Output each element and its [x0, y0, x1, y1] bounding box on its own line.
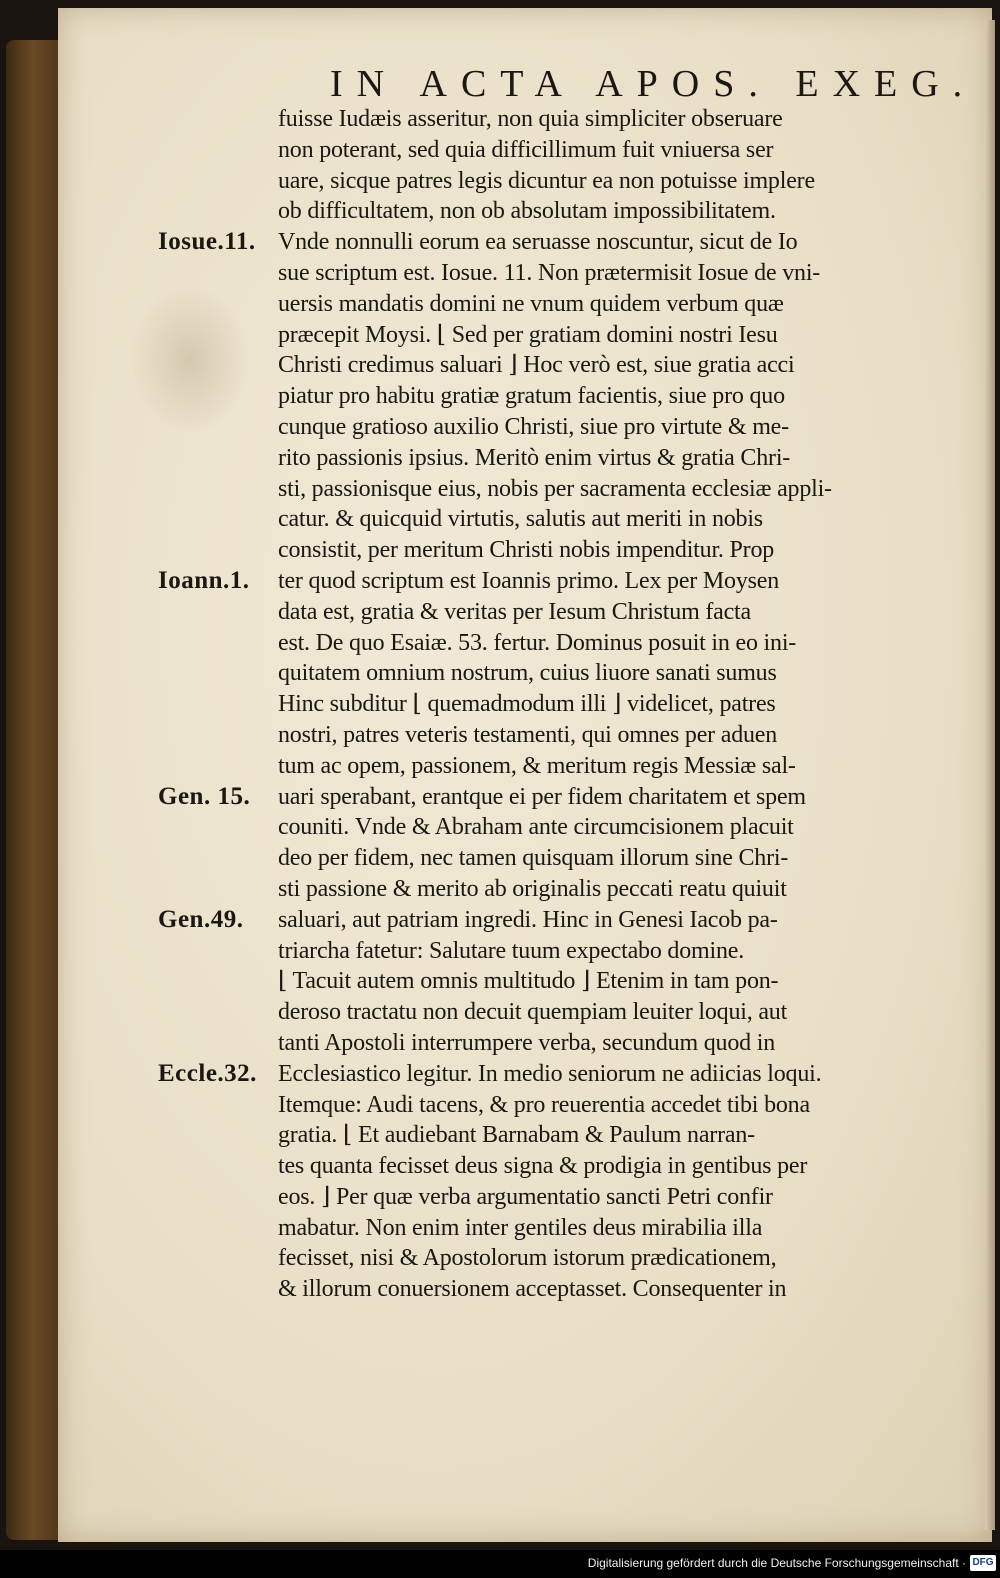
margin-note: Iosue.11.	[158, 228, 256, 256]
text-line: ob difficultatem, non ob absolutam impossibilitatem.	[278, 198, 776, 225]
text-line: ter quod scriptum est Ioannis primo. Lex per Moysen	[278, 567, 780, 594]
margin-note: Gen. 15.	[158, 782, 251, 810]
text-line: cunque gratioso auxilio Christi, siue pro virtute & me-	[278, 413, 789, 440]
book-binding	[6, 40, 66, 1540]
margin-note: Eccle.32.	[158, 1059, 257, 1087]
text-line: tes quanta fecisset deus signa & prodigia in gentibus per	[278, 1153, 808, 1180]
text-line: sti passione & merito ab originalis peccati reatu quiuit	[278, 875, 787, 902]
page-edge	[985, 20, 995, 1530]
text-line: est. De quo Esaiæ. 53. fertur. Dominus posuit in eo ini-	[278, 629, 797, 656]
text-line: sue scriptum est. Iosue. 11. Non prætermisit Iosue de vni-	[278, 259, 821, 286]
text-line: data est, gratia & veritas per Iesum Christum facta	[278, 598, 751, 625]
dfg-logo: DFG	[970, 1555, 996, 1571]
text-line: eos. ⌋ Per quæ verba argumentatio sancti Petri confir	[278, 1183, 773, 1210]
text-line: catur. & quicquid virtutis, salutis aut meriti in nobis	[278, 506, 763, 533]
text-line: fuisse Iudæis asseritur, non quia simpliciter obseruare	[278, 106, 783, 132]
text-line: triarcha fatetur: Salutare tuum expectabo domine.	[278, 937, 745, 964]
text-line: quitatem omnium nostrum, cuius liuore sanati sumus	[278, 660, 777, 687]
text-line: sti, passionisque eius, nobis per sacramenta ecclesiæ appli-	[278, 475, 832, 502]
footer-credit: Digitalisierung gefördert durch die Deutsche Forschungsgemeinschaft ·	[587, 1556, 966, 1570]
text-line: rito passionis ipsius. Meritò enim virtus & gratia Chri-	[278, 444, 791, 471]
text-line: deroso tractatu non decuit quempiam leuiter loqui, aut	[278, 999, 788, 1026]
margin-note: Gen.49.	[158, 905, 244, 933]
margin-note: Ioann.1.	[158, 567, 250, 594]
footer-bar	[0, 1550, 1000, 1578]
body-text	[278, 104, 968, 1305]
text-line: non poterant, sed quia difficillimum fuit vniuersa ser	[278, 136, 774, 163]
text-line: tum ac opem, passionem, & meritum regis Messiæ sal-	[278, 752, 796, 779]
text-line: Ecclesiastico legitur. In medio seniorum ne adiicias loqui.	[278, 1060, 822, 1087]
text-line: ⌊ Tacuit autem omnis multitudo ⌋ Etenim in tam pon-	[278, 968, 779, 995]
text-line: uari sperabant, erantque ei per fidem charitatem et spem	[278, 783, 806, 810]
text-line: nostri, patres veteris testamenti, qui omnes per aduen	[278, 721, 778, 748]
text-line: Vnde nonnulli eorum ea seruasse noscuntur, sicut de Io	[278, 229, 798, 256]
text-line: præcepit Moysi. ⌊ Sed per gratiam domini nostri Iesu	[278, 321, 778, 348]
text-line: counitі. Vnde & Abraham ante circumcisionem placuit	[278, 814, 794, 841]
text-line: mabatur. Non enim inter gentiles deus mirabilia illa	[278, 1214, 763, 1241]
text-line: deo per fidem, nec tamen quisquam illorum sine Chri-	[278, 845, 789, 872]
text-line: Christi credimus saluari ⌋ Hoc verò est, siue gratia acci	[278, 352, 795, 379]
text-line: uare, sicque patres legis dicuntur ea non potuisse implere	[278, 167, 815, 194]
text-line: consistit, per meritum Christi nobis impenditur. Prop	[278, 537, 775, 564]
running-head: IN ACTA APOS. EXEG.	[330, 63, 977, 105]
text-line: fecisset, nisi & Apostolorum istorum prædicationem,	[278, 1245, 777, 1272]
text-line: gratia. ⌊ Et audiebant Barnabam & Paulum narran-	[278, 1122, 755, 1149]
text-line: piatur pro habitu gratiæ gratum facientis, siue pro quo	[278, 383, 785, 410]
text-line: tanti Apostoli interrumpere verba, secundum quod in	[278, 1029, 776, 1056]
paper-stain	[130, 285, 250, 435]
text-line: & illorum conuersionem acceptasset. Consequenter in	[278, 1276, 787, 1303]
text-line: saluari, aut patriam ingredi. Hinc in Genesi Iacob pa-	[278, 906, 778, 933]
text-line: Hinc subditur ⌊ quemadmodum illi ⌋ videlicet, patres	[278, 691, 776, 718]
text-line: Itemque: Audi tacens, & pro reuerentia accedet tibi bona	[278, 1091, 810, 1118]
text-line: uersis mandatis domini ne vnum quidem verbum quæ	[278, 290, 784, 317]
